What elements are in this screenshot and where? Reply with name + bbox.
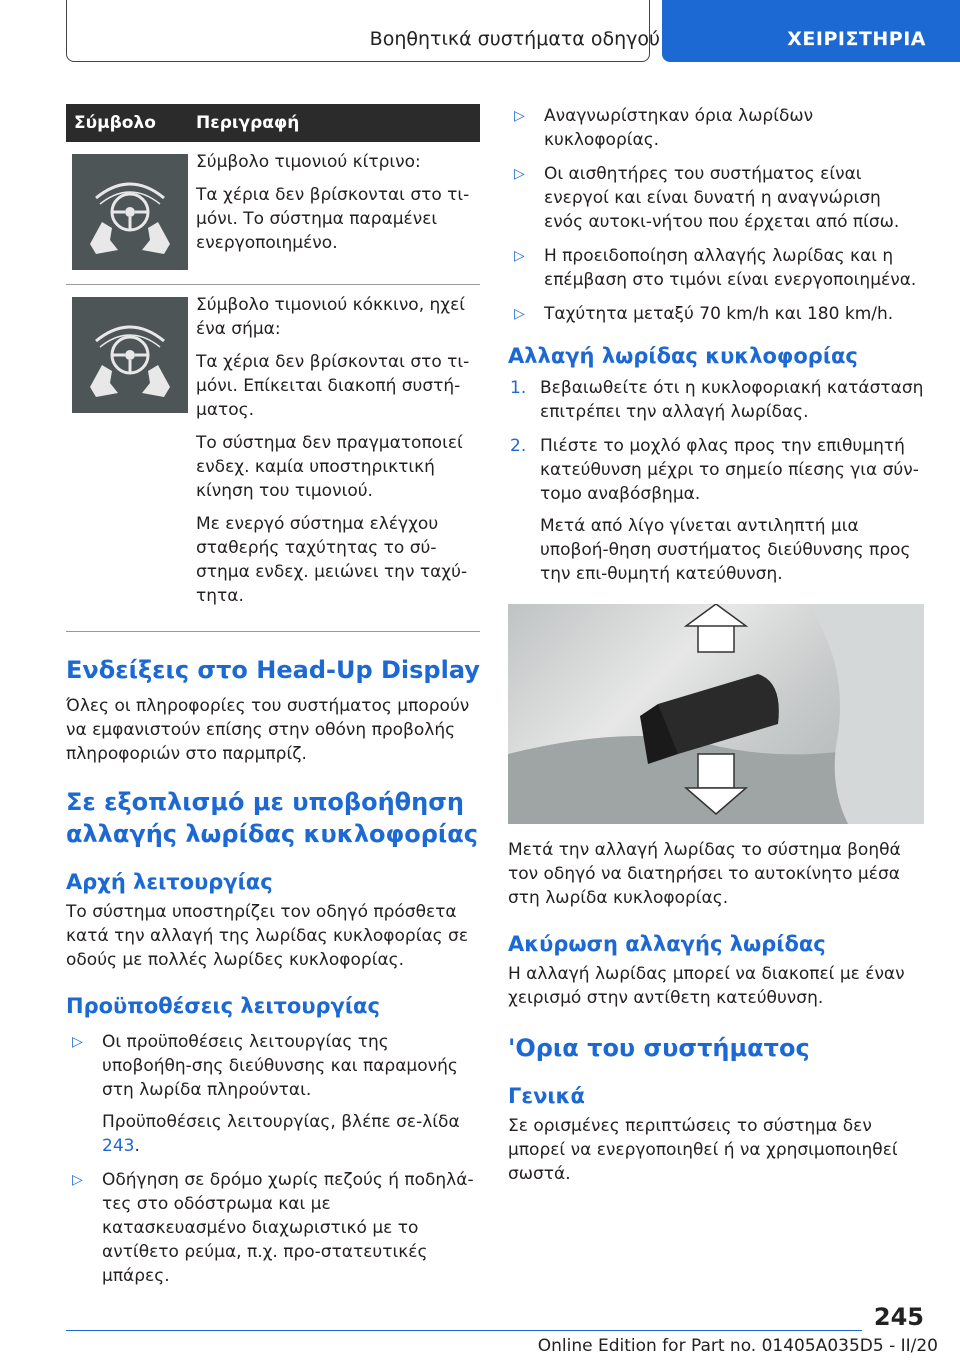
bullet-subtext-end: . bbox=[134, 1136, 140, 1156]
triangle-bullet-icon: ▷ bbox=[514, 248, 525, 264]
list-item bbox=[508, 302, 924, 326]
bullet-text: Οι προϋποθέσεις λειτουργίας της υποβοήθη-σης διεύθυνσης και παραμονής στη λωρίδα πληρούνται. bbox=[102, 1032, 458, 1100]
triangle-bullet-icon: ▷ bbox=[514, 306, 525, 322]
chapter-title: ΧΕΙΡΙΣΤΗΡΙΑ bbox=[787, 28, 926, 50]
step-text: Βεβαιωθείτε ότι η κυκλοφοριακή κατάσταση επιτρέπει την αλλαγή λωρίδας. bbox=[540, 378, 924, 422]
step-number: 2. bbox=[510, 436, 527, 456]
bullet-text: Οδήγηση σε δρόμο χωρίς πεζούς ή ποδηλά-τες στο οδόστρωμα και με κατασκευασμένο διαχωριστικό με το αντίθετο ρεύμα, π.χ. προ-στατευτικές μπάρες. bbox=[102, 1170, 474, 1286]
bullet-text: Αναγνωρίστηκαν όρια λωρίδων κυκλοφορίας. bbox=[544, 106, 814, 150]
right-column bbox=[508, 104, 924, 1186]
footer-divider bbox=[66, 1330, 862, 1331]
step-number: 1. bbox=[510, 378, 527, 398]
col-symbol-header: Σύμβολο bbox=[74, 113, 156, 133]
hud-heading: Ενδείξεις στο Head-Up Display bbox=[66, 656, 480, 684]
table-header bbox=[66, 104, 480, 142]
bullet-subtext bbox=[102, 1110, 480, 1158]
list-item bbox=[66, 1030, 480, 1158]
row-text: Το σύστημα δεν πραγματοποιεί ενδεχ. καμία υποστηρικτική κίνηση του τιμονιού. bbox=[196, 433, 463, 501]
bullet-subtext-part: Προϋποθέσεις λειτουργίας, βλέπε σε-λίδα bbox=[102, 1112, 460, 1132]
row-text: Με ενεργό σύστημα ελέγχου σταθερής ταχύτητας το σύ-στημα ενδεχ. μειώνει την ταχύ-τητα. bbox=[196, 514, 468, 606]
cancel-heading: Ακύρωση αλλαγής λωρίδας bbox=[508, 932, 826, 956]
steering-wheel-hands-red-icon bbox=[72, 297, 188, 413]
section-title: Βοηθητικά συστήματα οδηγού bbox=[369, 28, 660, 50]
cancel-paragraph: Η αλλαγή λωρίδας μπορεί να διακοπεί με έναν χειρισμό στην αντίθετη κατεύθυνση. bbox=[508, 964, 905, 1008]
after-change-paragraph: Μετά την αλλαγή λωρίδας το σύστημα βοηθά τον οδηγό να διατηρήσει το αυτοκίνητο μέσα στη λωρίδα κυκλοφορίας. bbox=[508, 840, 901, 908]
lane-change-heading: Αλλαγή λωρίδας κυκλοφορίας bbox=[508, 344, 858, 368]
list-item bbox=[508, 244, 924, 292]
edition-note: Online Edition for Part no. 01405A035D5 - II/20 bbox=[537, 1336, 938, 1356]
list-item bbox=[66, 1168, 480, 1288]
list-item bbox=[508, 104, 924, 152]
bullet-text: Οι αισθητήρες του συστήματος είναι ενεργοί και είναι δυνατή η αναγνώριση ενός αυτοκι-νήτου που έρχεται από πίσω. bbox=[544, 164, 900, 232]
bullet-text: Η προειδοποίηση αλλαγής λωρίδας και η επέμβαση στο τιμόνι είναι ενεργοποιημένα. bbox=[544, 246, 917, 290]
row-text: Σύμβολο τιμονιού κόκκινο, ηχεί ένα σήμα: bbox=[196, 295, 466, 339]
general-paragraph: Σε ορισμένες περιπτώσεις το σύστημα δεν μπορεί να ενεργοποιηθεί ή να χρησιμοποιηθεί σωστά. bbox=[508, 1116, 898, 1184]
row-text: Σύμβολο τιμονιού κίτρινο: bbox=[196, 152, 421, 172]
step-subtext: Μετά από λίγο γίνεται αντιληπτή μια υποβοή-θηση συστήματος διεύθυνσης προς την επι-θυμητή κατεύθυνση. bbox=[540, 516, 911, 584]
steering-wheel-hands-yellow-icon bbox=[72, 154, 188, 270]
col-description-header: Περιγραφή bbox=[196, 113, 300, 133]
triangle-bullet-icon: ▷ bbox=[514, 108, 525, 124]
step-text: Πιέστε το μοχλό φλας προς την επιθυμητή κατεύθυνση μέχρι το σημείο πίεσης για σύν-τομο αναβόσβημα. bbox=[540, 436, 919, 504]
page-number: 245 bbox=[873, 1303, 924, 1331]
triangle-bullet-icon: ▷ bbox=[514, 166, 525, 182]
row-text: Τα χέρια δεν βρίσκονται στο τι-μόνι. Επίκειται διακοπή συστή-ματος. bbox=[196, 352, 470, 420]
row-description bbox=[196, 150, 480, 270]
chapter-tab[interactable] bbox=[662, 0, 960, 62]
row-description bbox=[196, 293, 480, 617]
turn-signal-lever-image bbox=[508, 604, 924, 824]
equipment-heading: Σε εξοπλισμό με υποβοήθηση αλλαγής λωρίδας κυκλοφορίας bbox=[66, 788, 478, 848]
left-column bbox=[66, 104, 480, 1298]
general-heading: Γενικά bbox=[508, 1084, 585, 1108]
table-row bbox=[66, 142, 480, 285]
principle-paragraph: Το σύστημα υποστηρίζει τον οδηγό πρόσθετα κατά την αλλαγή της λωρίδας κυκλοφορίας σε οδούς με πολλές λωρίδες κυκλοφορίας. bbox=[66, 902, 469, 970]
list-item bbox=[508, 162, 924, 234]
principle-heading: Αρχή λειτουργίας bbox=[66, 870, 273, 894]
list-item bbox=[508, 376, 924, 424]
bullet-text: Ταχύτητα μεταξύ 70 km/h και 180 km/h. bbox=[544, 304, 894, 324]
triangle-bullet-icon: ▷ bbox=[72, 1034, 83, 1050]
triangle-bullet-icon: ▷ bbox=[72, 1172, 83, 1188]
hud-paragraph: Όλες οι πληροφορίες του συστήματος μπορούν να εμφανιστούν επίσης στην οθόνη προβολής πληροφοριών στο παρμπρίζ. bbox=[66, 696, 470, 764]
list-item bbox=[508, 434, 924, 586]
table-row bbox=[66, 285, 480, 632]
page-reference-link[interactable]: 243 bbox=[102, 1136, 135, 1156]
prerequisites-heading: Προϋποθέσεις λειτουργίας bbox=[66, 994, 380, 1018]
row-text: Τα χέρια δεν βρίσκονται στο τι-μόνι. Το σύστημα παραμένει ενεργοποιημένο. bbox=[196, 185, 470, 253]
limits-heading: 'Ορια του συστήματος bbox=[508, 1034, 810, 1062]
